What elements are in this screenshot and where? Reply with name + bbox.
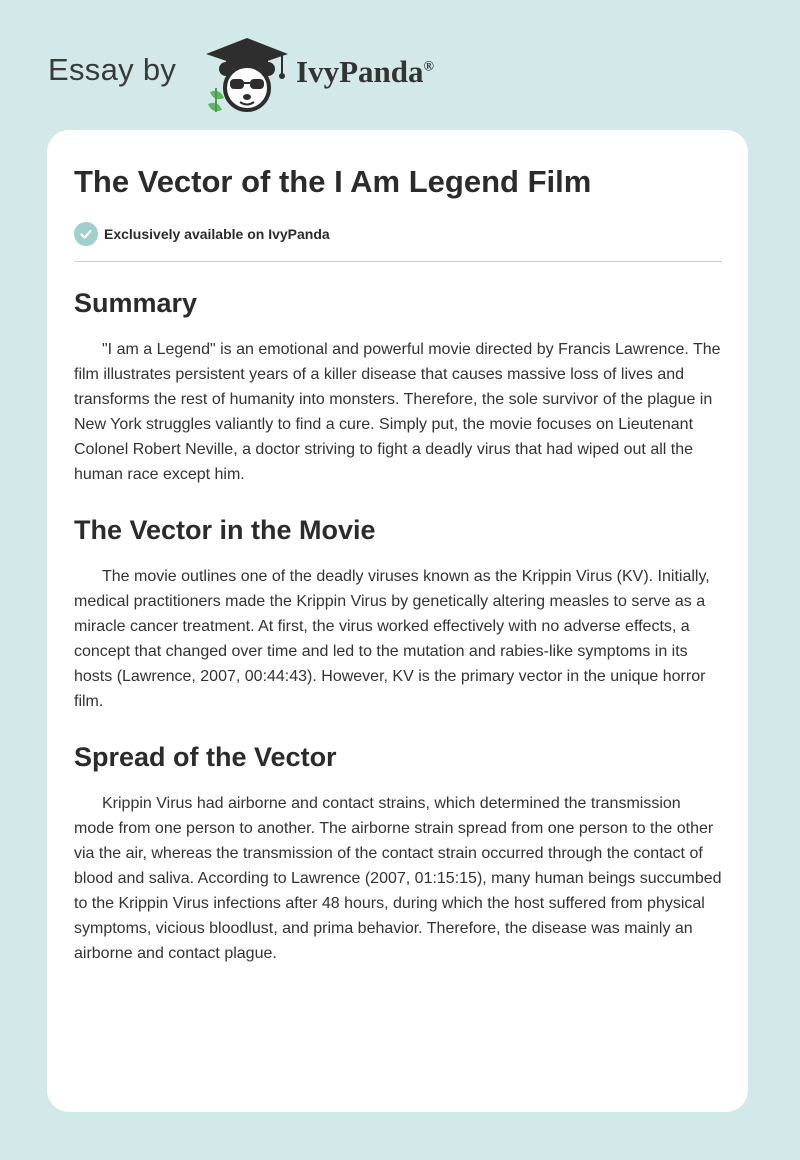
section-body: "I am a Legend" is an emotional and powerful movie directed by Francis Lawrence. The film illustrates persistent years of a killer disease that causes massive loss of lives and transforms the rest of humanity into monsters. Therefore, the sole survivor of the plague in New York struggles valiantly to find a cure. Simply put, the movie focuses on Lieutenant Colonel Robert Neville, a doctor striving to fight a deadly virus that had wiped out all the human race except him. [74, 341, 721, 483]
panda-graduate-icon [202, 36, 292, 112]
section-heading: Spread of the Vector [74, 742, 337, 772]
section-summary [74, 287, 722, 487]
section-heading: The Vector in the Movie [74, 515, 376, 545]
section-body: The movie outlines one of the deadly viruses known as the Krippin Virus (KV). Initially, medical practitioners made the Krippin Virus by genetically altering measles to serve as a miracle cancer treatment. At first, the virus worked effectively with no adverse effects, a concept that changed over time and led to the mutation and rabies-like symptoms in its hosts (Lawrence, 2007, 00:44:43). However, KV is the primary vector in the unique horror film. [74, 568, 710, 710]
essay-by-label: Essay by [48, 52, 177, 87]
brand-name: IvyPanda® [296, 54, 434, 89]
exclusive-badge-label: Exclusively available on IvyPanda [104, 226, 330, 242]
divider [74, 261, 722, 262]
section-spread-of-vector [74, 741, 722, 966]
site-header [48, 34, 548, 114]
section-heading: Summary [74, 288, 198, 318]
section-vector-in-movie [74, 514, 722, 714]
page-title: The Vector of the I Am Legend Film [74, 164, 592, 199]
section-body: Krippin Virus had airborne and contact strains, which determined the transmission mode from one person to another. The airborne strain spread from one person to the other via the air, whereas the transmission of the contact strain occurred through the contact of blood and saliva. According to Lawrence (2007, 01:15:15), many human beings succumbed to the Krippin Virus infections after 48 hours, during which the host suffered from physical symptoms, vicious bloodlust, and prima behavior. Therefore, the disease was mainly an airborne and contact plague. [74, 795, 722, 962]
exclusive-badge [74, 222, 330, 246]
essay-card [47, 130, 748, 1112]
check-icon [74, 222, 98, 246]
